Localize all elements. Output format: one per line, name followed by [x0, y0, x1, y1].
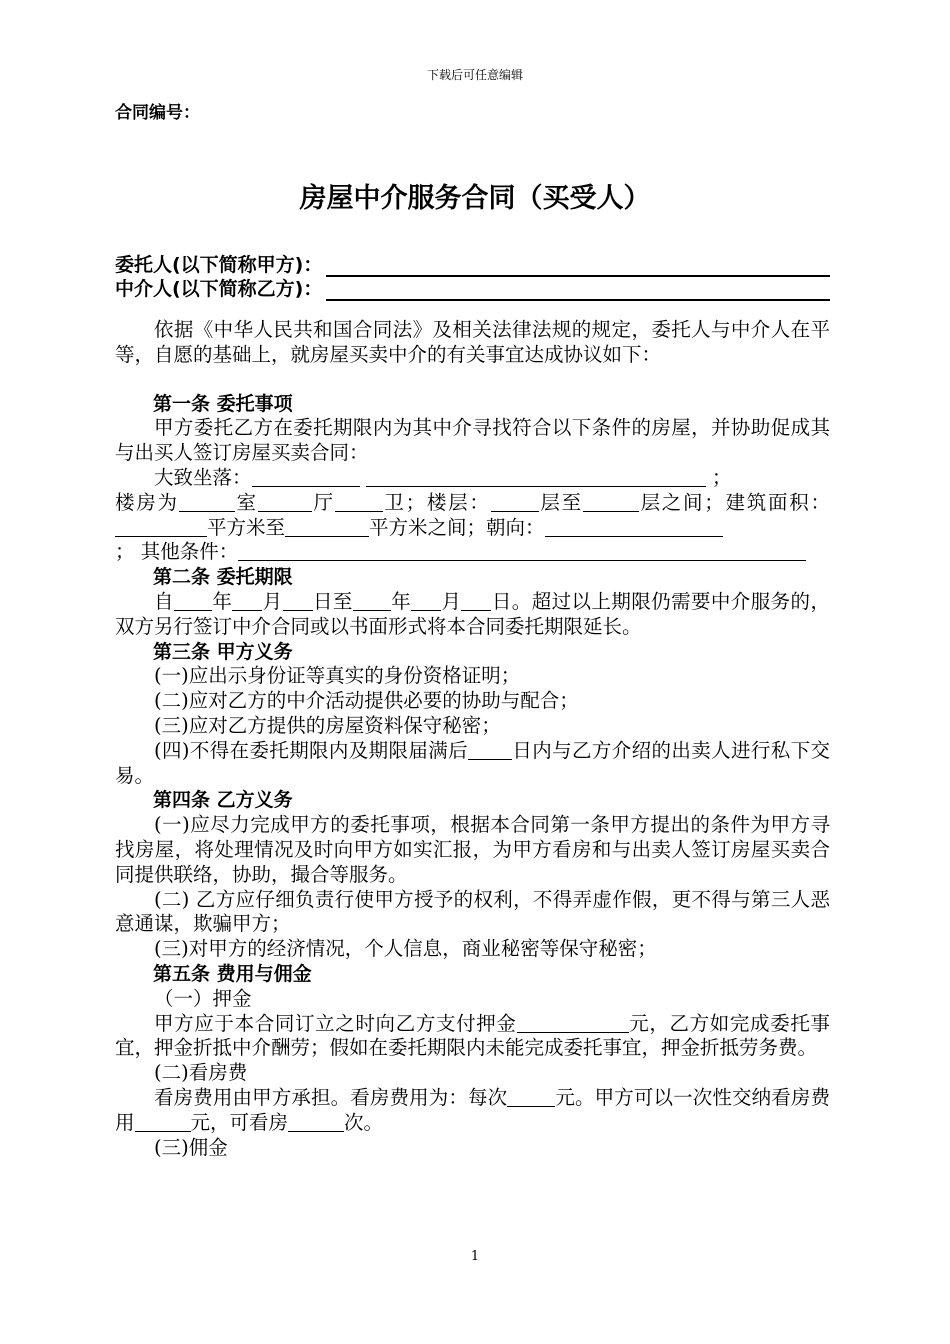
article-4-item-1: (一)应尽力完成甲方的委托事项，根据本合同第一条甲方提出的条件为甲方寻找房屋，将处理情况及时向甲方如实汇报，为甲方看房和与出卖人签订房屋买卖合同提供联络，协助，撮合等服务。	[115, 813, 830, 886]
article-4-item-2: (二) 乙方应仔细负责行使甲方授予的权利，不得弄虚作假，更不得与第三人恶意通谋，欺骗甲方；	[115, 887, 830, 936]
article-4-item-3: (三)对甲方的经济情况，个人信息，商业秘密等保守秘密；	[154, 937, 657, 961]
article-3-heading: 第三条 甲方义务	[153, 640, 293, 663]
page-header-note: 下载后可任意编辑	[426, 68, 523, 82]
deposit-text: 甲方应于本合同订立之时向乙方支付押金 元，乙方如完成委托事宜，押金折抵中介酬劳；假如在委托期限内未能完成委托事宜，押金折抵劳务费。	[115, 1011, 830, 1060]
deposit-subheading: （一）押金	[154, 986, 252, 1010]
party-b-line	[115, 274, 830, 301]
party-a-label: 委托人(以下简称甲方)：	[115, 254, 323, 276]
viewing-fee-text: 看房费用由甲方承担。看房费用为：每次 元。甲方可以一次性交纳看房费用 元，可看房 次。	[115, 1085, 830, 1134]
article-3-item-1: (一)应出示身份证等真实的身份资格证明；	[154, 664, 521, 688]
viewing-fee-subheading: (二)看房费	[154, 1061, 248, 1085]
commission-subheading: (三)佣金	[154, 1135, 228, 1159]
page-number: 1	[470, 1249, 480, 1264]
article-4-heading: 第四条 乙方义务	[153, 789, 293, 812]
article-2-text: 自 年 月 日至 年 月 日。超过以上期限仍需要中介服务的，双方另行签订中介合同或以书面形式将本合同委托期限延长。	[115, 589, 830, 638]
article-2-heading: 第二条 委托期限	[153, 566, 293, 589]
intro-paragraph: 依据《中华人民共和国合同法》及相关法律法规的规定，委托人与中介人在平等，自愿的基础上，就房屋买卖中介的有关事宜达成协议如下：	[115, 318, 830, 366]
party-a-line	[115, 250, 830, 277]
article-3-item-4: (四)不得在委托期限内及期限届满后 日内与乙方介绍的出卖人进行私下交易。	[115, 738, 830, 787]
other-conditions-line: ； 其他条件：	[115, 540, 830, 565]
document-title: 房屋中介服务合同（买受人）	[299, 183, 651, 214]
contract-body	[115, 318, 830, 1160]
contract-number-label: 合同编号：	[115, 103, 200, 123]
article-3-item-2: (二)应对乙方的中介活动提供必要的协助与配合；	[154, 689, 579, 713]
article-5-heading: 第五条 费用与佣金	[153, 962, 312, 985]
article-1-heading: 第一条 委托事项	[153, 392, 293, 415]
article-3-item-3: (三)应对乙方提供的房屋资料保守秘密；	[154, 713, 501, 737]
article-1-text: 甲方委托乙方在委托期限内为其中介寻找符合以下条件的房屋，并协助促成其与出买人签订房屋买卖合同：	[115, 416, 830, 465]
party-b-blank	[326, 279, 830, 301]
room-spec-line: 楼房为 室 厅 卫；楼层： 层至 层之间；建筑面积：平方米至 平方米之间；朝向：	[115, 490, 830, 539]
party-b-label: 中介人(以下简称乙方)：	[115, 278, 323, 300]
location-line: 大致坐落： ；	[154, 465, 732, 489]
